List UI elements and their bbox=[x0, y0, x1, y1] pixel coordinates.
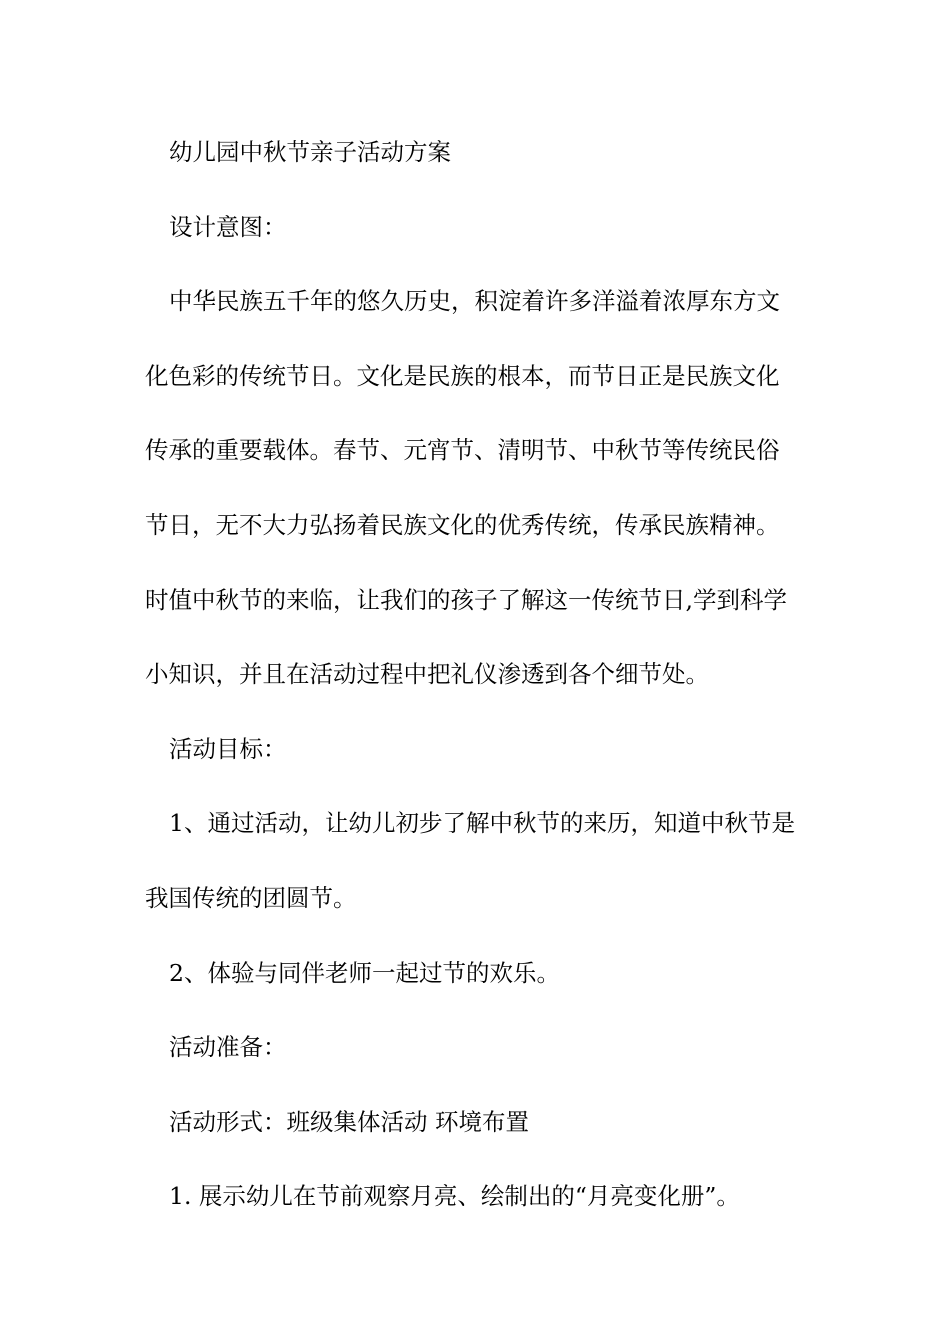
paragraph-line: 时值中秋节的来临，让我们的孩子了解这一传统节日,学到科学 bbox=[145, 585, 787, 614]
list-item: 1、通过活动，让幼儿初步了解中秋节的来历，知道中秋节是 bbox=[169, 809, 795, 838]
list-item-continuation: 我国传统的团圆节。 bbox=[145, 883, 357, 912]
paragraph-line: 中华民族五千年的悠久历史，积淀着许多洋溢着浓厚东方文 bbox=[169, 287, 780, 316]
paragraph-line: 节日，无不大力弘扬着民族文化的优秀传统，传承民族精神。 bbox=[145, 510, 780, 539]
paragraph-line: 传承的重要载体。春节、元宵节、清明节、中秋节等传统民俗 bbox=[145, 436, 780, 465]
activity-form-line: 活动形式：班级集体活动 环境布置 bbox=[169, 1107, 529, 1136]
paragraph-line: 小知识，并且在活动过程中把礼仪渗透到各个细节处。 bbox=[145, 660, 709, 689]
section-heading-preparation: 活动准备： bbox=[169, 1033, 287, 1062]
section-heading-design-intent: 设计意图： bbox=[169, 212, 287, 241]
document-body bbox=[145, 128, 810, 1247]
list-item: 1. 展示幼儿在节前观察月亮、绘制出的“月亮变化册”。 bbox=[169, 1182, 740, 1211]
document-title: 幼儿园中秋节亲子活动方案 bbox=[169, 138, 451, 166]
section-heading-goals: 活动目标： bbox=[169, 734, 287, 763]
list-item: 2、体验与同伴老师一起过节的欢乐。 bbox=[169, 958, 560, 987]
paragraph-line: 化色彩的传统节日。文化是民族的根本，而节日正是民族文化 bbox=[145, 361, 780, 390]
